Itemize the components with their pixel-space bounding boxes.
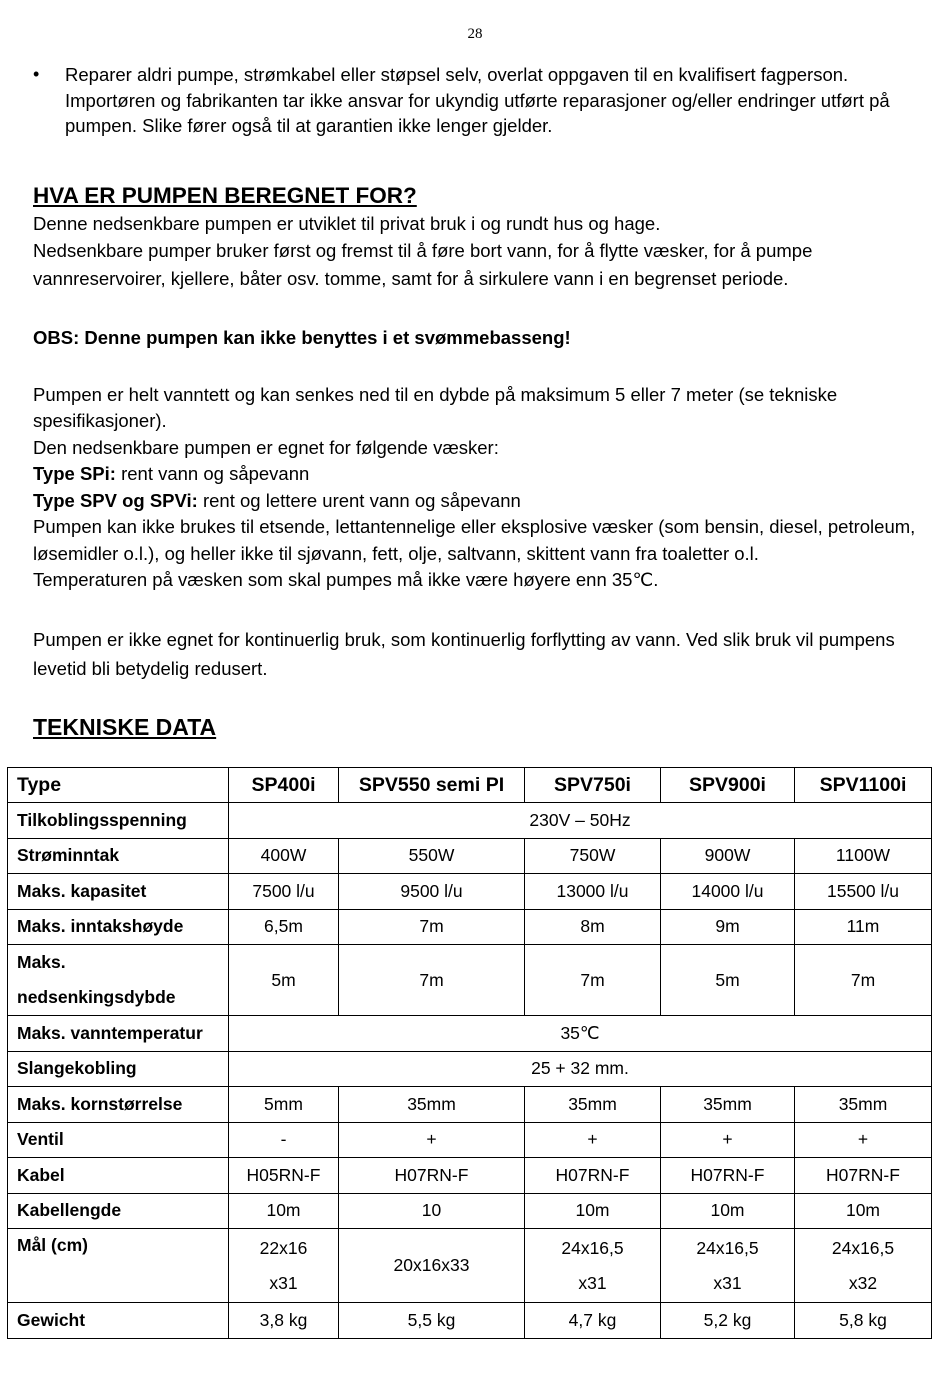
header-cell-model: SPV1100i <box>795 768 932 803</box>
paragraph: Pumpen er helt vanntett og kan senkes ned til en dybde på maksimum 5 eller 7 meter (se tekniske spesifikasjoner). <box>33 383 838 431</box>
row-label: Slangekobling <box>8 1051 229 1087</box>
paragraph: Denne nedsenkbare pumpen er utviklet til privat bruk i og rundt hus og hage. <box>33 212 661 234</box>
technical-data-table <box>7 767 932 1339</box>
row-label: Kabellengde <box>8 1193 229 1229</box>
table-row <box>8 874 932 910</box>
table-cell: 35mm <box>661 1087 795 1123</box>
row-label: Strøminntak <box>8 838 229 874</box>
table-cell: 5m <box>661 945 795 1016</box>
table-row <box>8 1016 932 1052</box>
table-cell: 550W <box>339 838 525 874</box>
row-label: Gewicht <box>8 1303 229 1339</box>
table-row <box>8 1303 932 1339</box>
table-cell <box>229 1229 339 1303</box>
row-label: Mål (cm) <box>8 1229 229 1303</box>
table-cell: 25 + 32 mm. <box>229 1051 932 1087</box>
table-cell: 10m <box>229 1193 339 1229</box>
table-cell: 10m <box>525 1193 661 1229</box>
table-cell: + <box>525 1122 661 1158</box>
type-spi-label: Type SPi: <box>33 463 116 484</box>
warning-text: OBS: Denne pumpen kan ikke benyttes i et svømmebasseng! <box>33 326 571 348</box>
table-cell: 6,5m <box>229 909 339 945</box>
table-cell: 11m <box>795 909 932 945</box>
table-cell: 13000 l/u <box>525 874 661 910</box>
table-row <box>8 1229 932 1303</box>
table-cell <box>525 1229 661 1303</box>
table-cell: + <box>795 1122 932 1158</box>
table-cell: 7m <box>339 909 525 945</box>
row-label: Maks. inntakshøyde <box>8 909 229 945</box>
row-label-line: Maks. <box>17 952 66 972</box>
table-cell: 900W <box>661 838 795 874</box>
type-spi-text: rent vann og såpevann <box>115 463 310 484</box>
document-body <box>33 62 923 741</box>
table-cell: 5,5 kg <box>339 1303 525 1339</box>
table-cell: 10m <box>661 1193 795 1229</box>
header-cell-model: SP400i <box>229 768 339 803</box>
row-label: Maks. kornstørrelse <box>8 1087 229 1123</box>
table-cell: 10m <box>795 1193 932 1229</box>
row-label-line: nedsenkingsdybde <box>17 987 176 1007</box>
table-cell: 35℃ <box>229 1016 932 1052</box>
paragraph: Pumpen er ikke egnet for kontinuerlig bruk, som kontinuerlig forflytting av vann. Ved slik bruk vil pumpens levetid bli betydelig redusert. <box>33 628 895 679</box>
table-cell: 35mm <box>339 1087 525 1123</box>
cell-line: x31 <box>269 1272 298 1293</box>
table-cell: H07RN-F <box>661 1158 795 1194</box>
table-cell: H07RN-F <box>339 1158 525 1194</box>
type-spv-text: rent og lettere urent vann og såpevann <box>197 489 521 511</box>
table-cell: 3,8 kg <box>229 1303 339 1339</box>
type-spi-line <box>33 461 923 488</box>
table-cell: 35mm <box>525 1087 661 1123</box>
cell-line: x31 <box>713 1272 742 1293</box>
cell-line: x32 <box>848 1272 878 1293</box>
table-cell: 9500 l/u <box>339 874 525 910</box>
table-cell: 15500 l/u <box>795 874 932 910</box>
table-cell: 7500 l/u <box>229 874 339 910</box>
header-cell-type: Type <box>8 768 229 803</box>
type-spv-label: Type SPV og SPVi: <box>33 489 198 511</box>
table-row <box>8 803 932 839</box>
page-number: 28 <box>467 26 483 42</box>
paragraph: Den nedsenkbare pumpen er egnet for følgende væsker: <box>33 436 499 458</box>
table-row <box>8 945 932 1016</box>
table-cell: 7m <box>525 945 661 1016</box>
table-cell: 7m <box>795 945 932 1016</box>
table-cell: H07RN-F <box>525 1158 661 1194</box>
table-cell: 5,8 kg <box>795 1303 932 1339</box>
row-label: Ventil <box>8 1122 229 1158</box>
table-cell: H07RN-F <box>795 1158 932 1194</box>
table-cell: 35mm <box>795 1087 932 1123</box>
row-label: Tilkoblingsspenning <box>8 803 229 839</box>
table-cell: 5mm <box>229 1087 339 1123</box>
table-row <box>8 838 932 874</box>
table-header-row <box>8 768 932 803</box>
cell-line: 24x16,5 <box>696 1237 759 1258</box>
paragraph: Nedsenkbare pumper bruker først og fremst til å føre bort vann, for å flytte væsker, for å pumpe vannreservoirer, kjellere, båter osv. tomme, samt for å sirkulere vann i en begrenset periode. <box>33 239 813 289</box>
header-cell-model: SPV900i <box>661 768 795 803</box>
table-cell: 7m <box>339 945 525 1016</box>
list-item <box>33 62 923 139</box>
table-row <box>8 1158 932 1194</box>
table-cell: 5,2 kg <box>661 1303 795 1339</box>
table-cell: 750W <box>525 838 661 874</box>
cell-line: 24x16,5 <box>561 1237 624 1258</box>
table-cell: 10 <box>339 1193 525 1229</box>
table-cell: 400W <box>229 838 339 874</box>
bullet-text: Reparer aldri pumpe, strømkabel eller støpsel selv, overlat oppgaven til en kvalifisert fagperson. Importøren og fabrikanten tar ikke ansvar for ukyndig utførte reparasjoner og/eller endringer utført på pumpen. Slike fører også til at garantien ikke lenger gjelder. <box>65 64 890 136</box>
paragraph: Temperaturen på væsken som skal pumpes må ikke være høyere enn 35℃. <box>33 569 659 590</box>
table-cell: 1100W <box>795 838 932 874</box>
table-cell: 5m <box>229 945 339 1016</box>
table-cell: 9m <box>661 909 795 945</box>
table-cell <box>795 1229 932 1303</box>
row-label <box>8 945 229 1016</box>
section-heading-technical-data: TEKNISKE DATA <box>33 713 217 740</box>
table-cell: 8m <box>525 909 661 945</box>
table-cell: 4,7 kg <box>525 1303 661 1339</box>
table-cell: - <box>229 1122 339 1158</box>
table-row <box>8 1087 932 1123</box>
table-cell <box>661 1229 795 1303</box>
table-cell: + <box>661 1122 795 1158</box>
row-label: Maks. kapasitet <box>8 874 229 910</box>
cell-line: x31 <box>578 1272 607 1293</box>
table-row <box>8 909 932 945</box>
table-cell: 20x16x33 <box>339 1229 525 1303</box>
cell-line: 24x16,5 <box>831 1237 895 1258</box>
table-row <box>8 1051 932 1087</box>
table-cell: 14000 l/u <box>661 874 795 910</box>
paragraph: Pumpen kan ikke brukes til etsende, lettantennelige eller eksplosive væsker (som bensin, diesel, petroleum, løsemidler o.l.), og heller ikke til sjøvann, fett, olje, saltvann, skittent vann fra toaletter o.l. <box>33 516 916 564</box>
section-heading-purpose: HVA ER PUMPEN BEREGNET FOR? <box>33 182 417 208</box>
bullet-icon: • <box>33 64 40 84</box>
type-spv-line <box>33 488 923 515</box>
header-cell-model: SPV750i <box>525 768 661 803</box>
table-row <box>8 1193 932 1229</box>
table-row <box>8 1122 932 1158</box>
header-cell-model: SPV550 semi PI <box>339 768 525 803</box>
row-label: Kabel <box>8 1158 229 1194</box>
table-cell: + <box>339 1122 525 1158</box>
bullet-list <box>33 62 923 139</box>
cell-line: 22x16 <box>259 1237 308 1258</box>
table-cell: 230V – 50Hz <box>229 803 932 839</box>
table-cell: H05RN-F <box>229 1158 339 1194</box>
row-label: Maks. vanntemperatur <box>8 1016 229 1052</box>
